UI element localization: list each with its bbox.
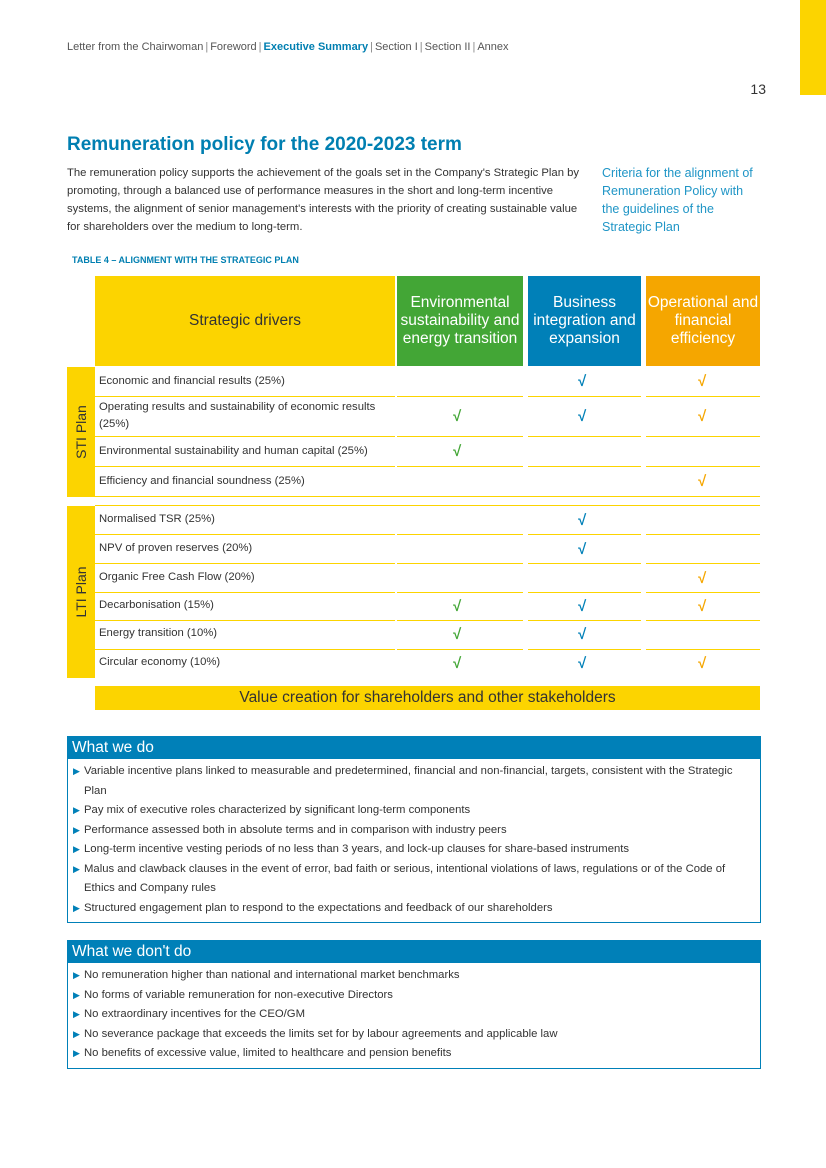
header-operational — [646, 276, 760, 366]
bullet-arrow-icon: ▶ — [73, 970, 80, 980]
list-item-text: No remuneration higher than national and international market benchmarks — [84, 969, 460, 981]
header-strategic-drivers — [95, 276, 395, 366]
nav-item-section-1[interactable]: Section I — [374, 41, 418, 53]
header-business-label: Business integration and expansion — [533, 294, 636, 347]
row-label: Operating results and sustainability of economic results (25%) — [99, 401, 376, 430]
check-icon-env: √ — [453, 626, 462, 643]
nav-item-annex[interactable]: Annex — [477, 41, 509, 53]
nav-item-section-2[interactable]: Section II — [424, 41, 471, 53]
nav-item-executive-summary[interactable]: Executive Summary — [263, 41, 369, 53]
nav-separator: | — [258, 41, 262, 53]
table-row — [95, 367, 760, 397]
table-row — [95, 564, 760, 593]
row-label: Energy transition (10%) — [99, 627, 218, 639]
section-color-tab — [800, 0, 826, 95]
page-number: 13 — [750, 81, 766, 97]
row-label: Normalised TSR (25%) — [99, 513, 215, 525]
check-icon-env: √ — [453, 655, 462, 672]
check-icon-ops: √ — [698, 570, 707, 587]
check-icon-biz: √ — [578, 408, 587, 425]
table-row — [95, 506, 760, 535]
bullet-arrow-icon: ▶ — [73, 766, 80, 776]
table-row — [95, 535, 760, 564]
what-we-dont-do-title: What we don't do — [68, 941, 760, 963]
check-icon-env: √ — [453, 443, 462, 460]
what-we-do-box — [67, 736, 761, 923]
header-business — [528, 276, 641, 366]
list-item-text: Malus and clawback clauses in the event of error, bad faith or serious, intentional violations of laws, regulations or of the Code of Ethics and Company rules — [84, 862, 726, 894]
header-strategic-drivers-label: Strategic drivers — [189, 312, 301, 329]
sti-plan-band — [67, 367, 95, 497]
list-item — [72, 840, 750, 860]
nav-separator: | — [472, 41, 476, 53]
sti-plan-label: STI Plan — [73, 405, 89, 459]
table-row — [95, 650, 760, 678]
check-icon-env: √ — [453, 408, 462, 425]
check-icon-biz: √ — [578, 373, 587, 390]
bullet-arrow-icon: ▶ — [73, 844, 80, 854]
list-item — [72, 1025, 750, 1045]
header-environmental — [397, 276, 523, 366]
check-icon-ops: √ — [698, 373, 707, 390]
list-item-text: Structured engagement plan to respond to the expectations and feedback of our shareholders — [84, 901, 553, 914]
nav-separator: | — [370, 41, 373, 53]
check-icon-biz: √ — [578, 598, 587, 615]
intro-paragraph: The remuneration policy supports the achievement of the goals set in the Company's Strategic Plan by promoting, through a balanced use of performance measures in the short and long-term incentive systems, the alignment of senior management's interests with the priority of creating sustainable value for shareholders over the medium to long-term. — [67, 167, 580, 233]
check-icon-biz: √ — [578, 541, 587, 558]
list-item-text: No extraordinary incentives for the CEO/GM — [84, 1008, 306, 1020]
list-item — [72, 860, 750, 899]
lti-plan-label: LTI Plan — [73, 566, 89, 618]
table-caption: TABLE 4 – ALIGNMENT WITH THE STRATEGIC PLAN — [72, 255, 299, 265]
list-item — [72, 762, 750, 801]
list-item — [72, 986, 750, 1006]
lti-plan-band — [67, 506, 95, 678]
nav-separator: | — [205, 41, 209, 53]
row-label: Organic Free Cash Flow (20%) — [99, 571, 255, 583]
nav-separator: | — [419, 41, 423, 53]
table-row — [95, 397, 760, 437]
list-item-text: Pay mix of executive roles characterized by significant long-term components — [84, 804, 471, 816]
bullet-arrow-icon: ▶ — [73, 824, 80, 835]
bullet-arrow-icon: ▶ — [73, 805, 80, 815]
check-icon-biz: √ — [578, 512, 587, 529]
list-item-text: No benefits of excessive value, limited to healthcare and pension benefits — [84, 1047, 452, 1059]
page-title: Remuneration policy for the 2020-2023 term — [67, 134, 462, 155]
list-item-text: Variable incentive plans linked to measurable and predetermined, financial and non-financial, targets, consistent with the Strategic Plan — [84, 765, 733, 797]
what-we-dont-do-box — [67, 940, 761, 1069]
bullet-arrow-icon: ▶ — [73, 863, 80, 874]
list-item-text: Long-term incentive vesting periods of no less than 3 years, and lock-up clauses for share-based instruments — [84, 843, 630, 855]
what-we-do-list — [68, 759, 760, 922]
check-icon-ops: √ — [698, 473, 707, 490]
row-label: Economic and financial results (25%) — [99, 375, 285, 387]
what-we-do-title: What we do — [68, 737, 760, 759]
list-item-text: No forms of variable remuneration for non-executive Directors — [84, 988, 393, 1001]
table-row — [95, 467, 760, 497]
what-we-dont-do-list — [68, 963, 760, 1068]
list-item — [72, 1044, 750, 1064]
list-item-text: Performance assessed both in absolute terms and in comparison with industry peers — [84, 823, 507, 836]
table-divider — [95, 496, 760, 497]
row-label: Environmental sustainability and human capital (25%) — [99, 445, 368, 457]
bullet-arrow-icon: ▶ — [73, 1048, 80, 1058]
check-icon-ops: √ — [698, 408, 707, 425]
bullet-arrow-icon: ▶ — [73, 902, 80, 913]
list-item — [72, 1005, 750, 1025]
side-note: Criteria for the alignment of Remuneration Policy with the guidelines of the Strategic Plan — [602, 166, 753, 234]
row-label: NPV of proven reserves (20%) — [99, 542, 253, 554]
table-row — [95, 437, 760, 467]
value-creation-bar: Value creation for shareholders and other stakeholders — [95, 686, 760, 710]
row-label: Efficiency and financial soundness (25%) — [99, 475, 305, 487]
check-icon-biz: √ — [578, 655, 587, 672]
header-operational-label: Operational and financial efficiency — [647, 294, 759, 347]
check-icon-env: √ — [453, 598, 462, 615]
table-row — [95, 621, 760, 650]
list-item-text: No severance package that exceeds the limits set for by labour agreements and applicable law — [84, 1027, 558, 1040]
bullet-arrow-icon: ▶ — [73, 1009, 80, 1019]
list-item — [72, 899, 750, 919]
check-icon-ops: √ — [698, 655, 707, 672]
list-item — [72, 966, 750, 986]
table-row — [95, 593, 760, 621]
check-icon-ops: √ — [698, 598, 707, 615]
row-label: Circular economy (10%) — [99, 656, 221, 668]
check-icon-biz: √ — [578, 626, 587, 643]
list-item — [72, 801, 750, 821]
nav-item-foreword[interactable]: Foreword — [210, 41, 257, 53]
row-label: Decarbonisation (15%) — [99, 599, 214, 611]
bullet-arrow-icon: ▶ — [73, 1028, 80, 1039]
bullet-arrow-icon: ▶ — [73, 989, 80, 1000]
list-item — [72, 821, 750, 841]
breadcrumb-nav — [67, 41, 509, 53]
header-environmental-label: Environmental sustainability and energy transition — [400, 294, 520, 347]
nav-item-letter[interactable]: Letter from the Chairwoman — [67, 41, 204, 53]
